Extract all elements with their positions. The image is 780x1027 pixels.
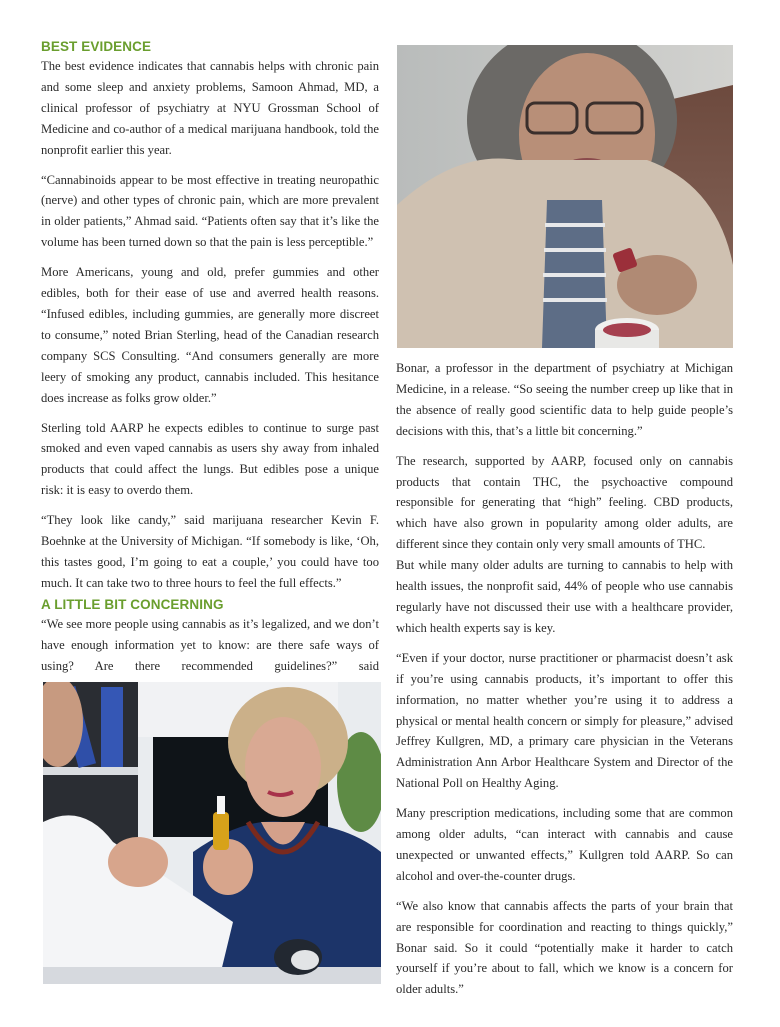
paragraph: “They look like candy,” said marijuana researcher Kevin F. Boehnke at the University of Michigan. “If somebody is like, ‘Oh, this tastes good, I’m going to eat a couple,’ you could have too much. It can take two to three hours to feel the full effects.” <box>41 513 379 590</box>
paragraph: “We also know that cannabis affects the parts of your brain that are responsible for coordination and reacting to things quickly,” Bonar said. So it could “potentially make it harder to catch yourself if you’re about to fall, which we know is a concern for older adults.” <box>396 898 733 997</box>
paragraph: Bonar, a professor in the department of psychiatry at Michigan Medicine, in a release. “So seeing the number creep up like that in the absence of really good scientific data to help guide people’s decisions with this, that’s a little bit concerning.” <box>396 361 733 438</box>
paragraph: Sterling told AARP he expects edibles to continue to surge past smoked and even vaped cannabis as users shy away from inhaled products that could affect the lungs. But edibles pose a unique risk: it is easy to overdo them. <box>41 420 379 498</box>
left-column <box>41 38 379 676</box>
photo-woman-eating-gummy <box>397 45 733 348</box>
section-heading-a-little-bit-concerning: A LITTLE BIT CONCERNING <box>41 596 224 612</box>
right-column <box>396 358 733 1009</box>
photo-doctor-showing-oil <box>43 682 381 984</box>
paragraph: More Americans, young and old, prefer gummies and other edibles, both for their ease of use and averred health reasons. “Infused edibles, including gummies, are generally more discreet to consume,” noted Brian Sterling, head of the Canadian research company SCS Consulting. “And consumers generally are more leery of smoking any product, cannabis included. This hesitance does increase as folks grow older.” <box>41 265 379 405</box>
paragraph: “We see more people using cannabis as it’s legalized, and we don’t have enough information yet to know: are there safe ways of using? Are there recommended guidelines?” said <box>41 616 379 673</box>
paragraph: “Cannabinoids appear to be most effective in treating neuropathic (nerve) and other types of chronic pain, which are more prevalent in older patients,” Ahmad said. “Patients often say that it’s like the volume has been turned down so that the pain is less perceptible.” <box>41 172 379 250</box>
photo-illustration <box>397 45 733 348</box>
paragraph: The research, supported by AARP, focused only on cannabis products that contain THC, the psychoactive compound responsible for generating that “high” feeling. CBD products, which have also grown in popularity among older adults, are different since they contain only very small amounts of THC. <box>396 453 733 552</box>
paragraph: The best evidence indicates that cannabis helps with chronic pain and some sleep and anxiety problems, Samoon Ahmad, MD, a clinical professor of psychiatry at NYU Grossman School of Medicine and co-author of a medical marijuana handbook, told the nonprofit earlier this year. <box>41 59 379 157</box>
paragraph: “Even if your doctor, nurse practitioner or pharmacist doesn’t ask if you’re using cannabis products, it’s important to offer this information, no matter whether you’re using it to address a physical or mental health concern or simply for pleasure,” advised Jeffrey Kullgren, MD, a primary care physician in the Veterans Administration Ann Arbor Healthcare System and Director of the National Poll on Healthy Aging. <box>396 650 733 791</box>
paragraph: Many prescription medications, including some that are common among older adults, “can interact with cannabis and cause unexpected or unwanted effects,” Kullgren told AARP. So can alcohol and over-the-counter drugs. <box>396 806 733 883</box>
section-heading-best-evidence: BEST EVIDENCE <box>41 39 152 54</box>
photo-illustration <box>43 682 381 984</box>
paragraph: But while many older adults are turning to cannabis to help with health issues, the nonprofit said, 44% of people who use cannabis regularly have not discussed their use with a healthcare provider, which health experts say is key. <box>396 558 733 635</box>
